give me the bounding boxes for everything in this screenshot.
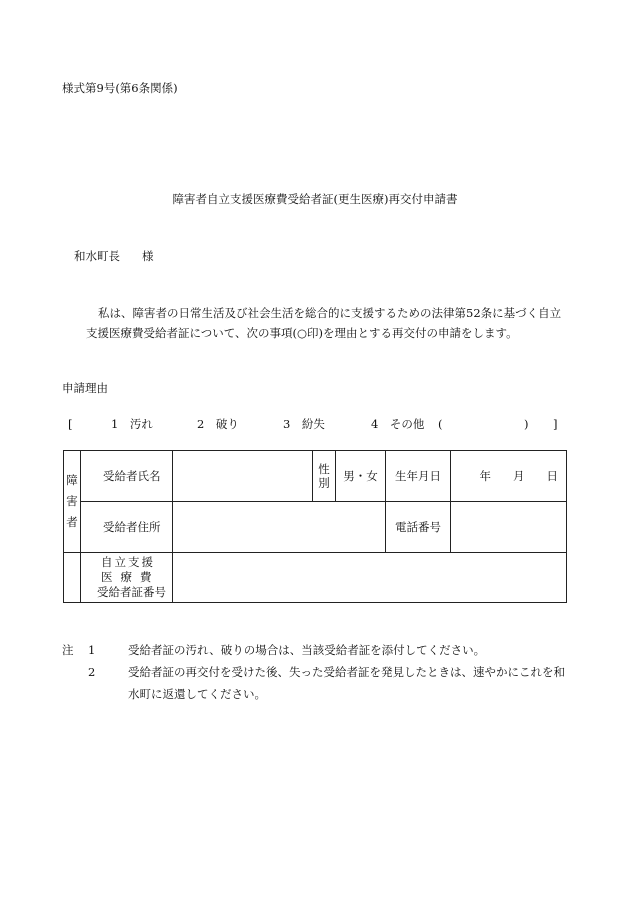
reason-option-torn[interactable]: 2 破り	[197, 417, 239, 431]
side-label-disabled-person: 障 害 者	[64, 451, 81, 553]
cert-number-field[interactable]	[173, 553, 567, 603]
note-1-text: 受給者証の汚れ、破りの場合は、当該受給者証を添付してください。	[128, 643, 486, 657]
application-statement	[62, 303, 582, 343]
other-reason-paren-close: )	[524, 417, 529, 431]
reason-option-dirty[interactable]: 1 汚れ	[111, 417, 153, 431]
note-2-number: 2	[88, 665, 96, 679]
blank-side-cell	[64, 553, 81, 603]
statement-line-1: 私は、障害者の日常生活及び社会生活を総合的に支援するための法律第52条に基づく自立	[98, 306, 562, 320]
addressee	[74, 248, 154, 264]
gender-label: 性 別	[313, 451, 336, 502]
address-label: 受給者住所	[81, 502, 173, 553]
statement-line-2: 支援医療費受給者証について、次の事項(○印)を理由とする再交付の申請をします。	[86, 326, 518, 340]
name-label: 受給者氏名	[81, 451, 173, 502]
note-1-number: 1	[88, 643, 96, 657]
other-reason-paren-open: (	[438, 417, 443, 431]
document-title: 障害者自立支援医療費受給者証(更生医療)再交付申請書	[172, 192, 458, 206]
recipient-info-table	[63, 450, 567, 603]
phone-label: 電話番号	[386, 502, 451, 553]
note-2-text: 受給者証の再交付を受けた後、失った受給者証を発見したときは、速やかにこれを和	[128, 665, 565, 679]
notes-prefix: 注	[62, 643, 74, 657]
gender-field[interactable]: 男・女	[336, 451, 386, 502]
note-2-text-continued: 水町に返還してください。	[128, 687, 266, 701]
cert-number-label: 自立支援 医療費 受給者証番号	[81, 553, 173, 603]
addressee-honorific: 様	[142, 249, 154, 263]
reason-option-other[interactable]: 4 その他	[371, 417, 425, 431]
dob-label: 生年月日	[386, 451, 451, 502]
name-field[interactable]	[173, 451, 313, 502]
reason-option-lost[interactable]: 3 紛失	[283, 417, 325, 431]
address-field[interactable]	[173, 502, 386, 553]
reason-bracket-close: ]	[553, 417, 558, 431]
reason-heading: 申請理由	[62, 381, 108, 395]
addressee-name: 和水町長	[74, 249, 120, 263]
phone-field[interactable]	[451, 502, 567, 553]
dob-field[interactable]: 年 月 日	[451, 451, 567, 502]
reason-bracket-open: [	[68, 417, 73, 431]
form-number: 様式第9号(第6条関係)	[62, 81, 178, 95]
